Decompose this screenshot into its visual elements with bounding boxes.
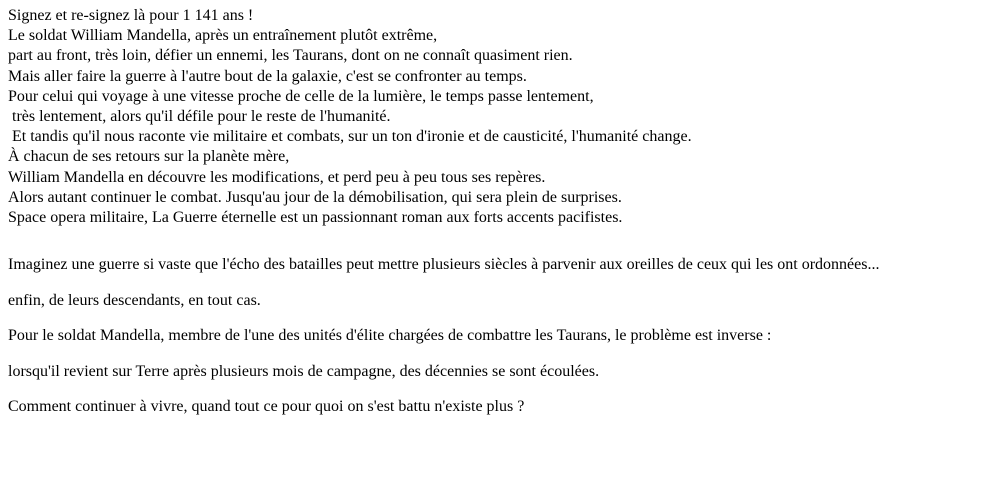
summary-line: Space opera militaire, La Guerre éternelle est un passionnant roman aux forts accents pacifistes.	[8, 209, 623, 227]
pitch-paragraph: Imaginez une guerre si vaste que l'écho des batailles peut mettre plusieurs siècles à parvenir aux oreilles de ceux qui les ont ordonnées...	[8, 256, 880, 274]
summary-line: Mais aller faire la guerre à l'autre bout de la galaxie, c'est se confronter au temps.	[8, 67, 527, 85]
summary-line: Alors autant continuer le combat. Jusqu'au jour de la démobilisation, qui sera plein de surprises.	[8, 188, 622, 206]
summary-line: Le soldat William Mandella, après un entraînement plutôt extrême,	[8, 27, 438, 45]
pitch-paragraph: Pour le soldat Mandella, membre de l'une des unités d'élite chargées de combattre les Taurans, le problème est inverse :	[8, 327, 772, 345]
summary-line: William Mandella en découvre les modifications, et perd peu à peu tous ses repères.	[8, 168, 546, 186]
summary-line: Signez et re-signez là pour 1 141 ans !	[8, 7, 254, 24]
summary-line: À chacun de ses retours sur la planète mère,	[8, 148, 290, 166]
summary-line: Et tandis qu'il nous raconte vie militaire et combats, sur un ton d'ironie et de causticité, l'humanité change.	[8, 128, 692, 146]
pitch-paragraph: enfin, de leurs descendants, en tout cas.	[8, 291, 261, 309]
pitch-paragraph: Comment continuer à vivre, quand tout ce pour quoi on s'est battu n'existe plus ?	[8, 398, 525, 416]
summary-line: part au front, très loin, défier un ennemi, les Taurans, dont on ne connaît quasiment rien.	[8, 47, 573, 65]
summary-block	[8, 6, 981, 228]
summary-line: très lentement, alors qu'il défile pour le reste de l'humanité.	[8, 108, 391, 126]
pitch-paragraph: lorsqu'il revient sur Terre après plusieurs mois de campagne, des décennies se sont écoulées.	[8, 362, 600, 380]
summary-line: Pour celui qui voyage à une vitesse proche de celle de la lumière, le temps passe lentement,	[8, 87, 594, 105]
pitch-block	[8, 255, 981, 417]
